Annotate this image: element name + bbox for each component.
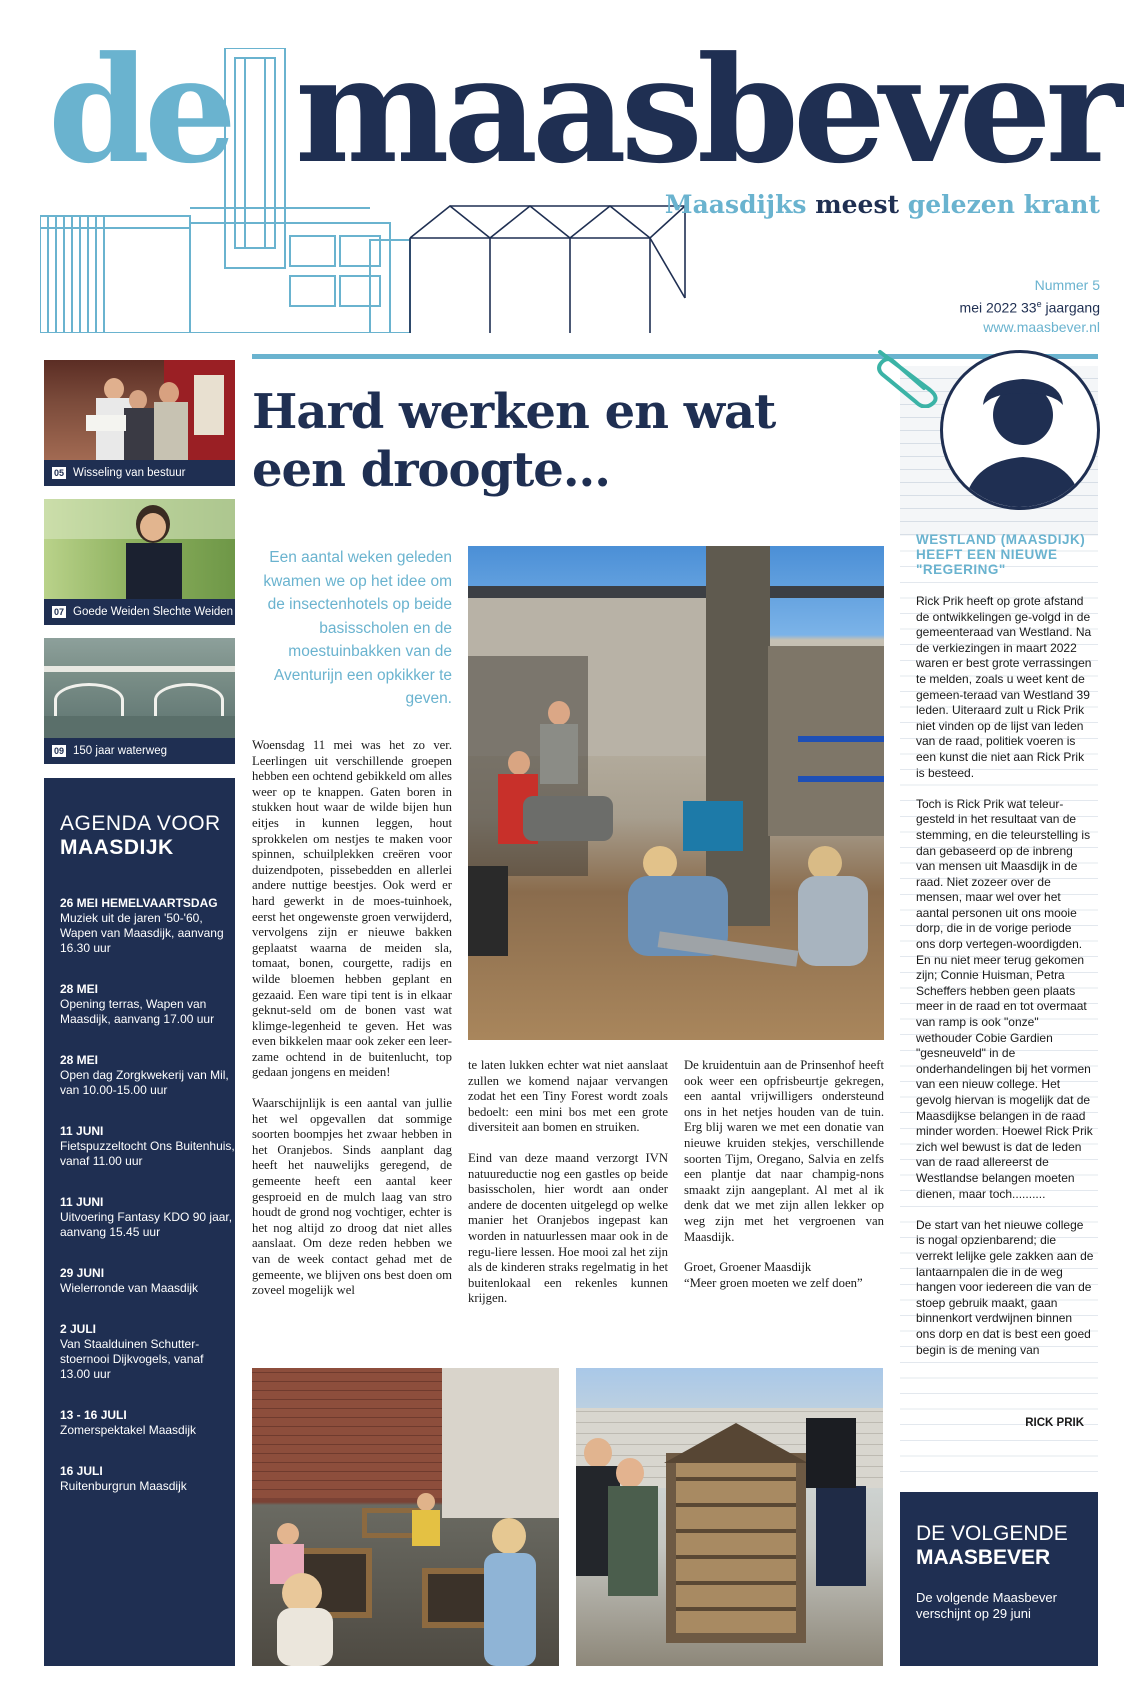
article-column-1 bbox=[252, 738, 452, 1314]
tagline-part-1: Maasdijks bbox=[664, 190, 807, 219]
article-column-3 bbox=[684, 1058, 884, 1291]
agenda-item bbox=[60, 1408, 235, 1438]
agenda-item bbox=[60, 896, 235, 956]
article-headline: Hard werken en wat een droogte... bbox=[252, 384, 776, 498]
teaser-title: 150 jaar waterweg bbox=[73, 745, 167, 757]
agenda-date: 11 JUNI bbox=[60, 1195, 104, 1209]
article-intro: Een aantal weken geleden kwamen we op het idee om de insectenhotels op beide basisscholen en de moestuinbakken van de Aventurijn een opkikker te geven. bbox=[263, 549, 452, 707]
agenda-item bbox=[60, 1053, 235, 1098]
page-number: 07 bbox=[54, 607, 65, 617]
page-number: 05 bbox=[54, 468, 65, 478]
agenda-date: 28 MEI bbox=[60, 1053, 99, 1067]
agenda-title-line2: MAASDIJK bbox=[60, 836, 174, 859]
article-top-rule bbox=[252, 354, 1098, 359]
sidebar-teaser-weiden[interactable] bbox=[44, 499, 235, 625]
article-photo-gardenbeds bbox=[252, 1368, 559, 1666]
article-paragraph: Woensdag 11 mei was het zo ver. Leerlingen uit verschillende groepen hebben een ochtend gebikkeld om alles weer op te knappen. Gaten boren in stukken hout waar de wilde bijen hun eitjes in kunnen leggen, hout sprokkelen om nestjes te maken voor spinnen, schuilplekken creëren voor duizendpoten, pissebedden en allerlei andere nuttige beestjes. Ook werd er hard gewerkt in de moes-tuinhoek, eerst het ongewenste groen verwijderd, vervolgens zijn er nieuwe bakken geplaatst waarna de meiden sla, tomaat, bonen, courgette, radijs en wilde bloemen hebben geplant en gezaaid. Een ware tipi tent is in elkaar geknut-seld om de bonen vast wat klimge-legenheid te geven. Het was even bikkelen maar ook zeker een leer-zame ochtend in de buitenlucht, top gedaan jongens en meiden! bbox=[252, 738, 452, 1080]
issue-volume: jaargang bbox=[1041, 299, 1100, 316]
agenda-text: Ruitenburgrun Maasdijk bbox=[60, 1479, 187, 1493]
columnist-avatar bbox=[940, 350, 1100, 510]
agenda-text: Open dag Zorgkwekerij van Mil, van 10.00-15.00 uur bbox=[60, 1068, 229, 1097]
issue-date-sup: e bbox=[1036, 299, 1042, 309]
agenda-date: 26 MEI HEMELVAARTSDAG bbox=[60, 896, 218, 910]
issue-info bbox=[960, 276, 1100, 337]
issue-date-text: mei 2022 33 bbox=[959, 299, 1037, 316]
agenda-date: 13 - 16 JULI bbox=[60, 1408, 127, 1422]
next-issue-text: De volgende Maasbever verschijnt op 29 juni bbox=[916, 1590, 1057, 1621]
column-paragraph: Rick Prik heeft op grote afstand de ontwikkelingen ge-volgd in de gemeenteraad van Westland. Na de verkiezingen in maart 2022 waren er best grote verrassingen te melden, zoals u weet kent de gemeen-teraad van Westland 39 leden. Uiteraard zult u Rick Prik niet vinden op de lijst van leden van de raad, politiek voeren is een kunst die niet aan Rick Prik is besteed. bbox=[916, 594, 1092, 780]
tagline-part-2: meest bbox=[806, 190, 900, 219]
agenda-item bbox=[60, 1124, 235, 1169]
agenda-date: 29 JUNI bbox=[60, 1266, 105, 1280]
tagline-part-3: gelezen krant bbox=[899, 190, 1100, 219]
issue-number: Nummer 5 bbox=[1034, 277, 1100, 293]
article-paragraph: Waarschijnlijk is een aantal van jullie het wel opgevallen dat sommige soorten boompjes het zwaar hebben in het Oranjebos. Sinds aanplant dag heeft het nauwelijks geregend, de gemeente heeft een aantal keer gesproeid en de mulch laag van stro houdt de grond nog vochtiger, echter is het nog altijd zo droog dat niet alles aanslaat. Om deze reden hebben we van de week contact gehad met de gemeente, we blijven ons best doen om zoveel mogelijk wel bbox=[252, 1096, 452, 1298]
agenda-date: 16 JULI bbox=[60, 1464, 103, 1478]
next-issue-title-line1: DE VOLGENDE bbox=[916, 1522, 1068, 1545]
article-photo-insecthotel bbox=[576, 1368, 883, 1666]
article-paragraph: Eind van deze maand verzorgt IVN natuureductie nog een gastles op beide basisscholen, hier wordt aan onder andere de docenten uitgelegd op welke manier het Oranjebos ingepast kan worden in natuurlessen maar ook in de regu-liere lessen. Hoe mooi zal het zijn als de kinderen straks regelmatig in het buitenlokaal een rekenles kunnen krijgen. bbox=[468, 1150, 668, 1306]
teaser-photo-waterweg bbox=[44, 638, 235, 738]
teaser-title: Goede Weiden Slechte Weiden bbox=[73, 606, 234, 618]
agenda-date: 2 JULI bbox=[60, 1322, 97, 1336]
sidebar-teaser-waterweg[interactable] bbox=[44, 638, 235, 764]
agenda-text: Opening terras, Wapen van Maasdijk, aanvang 17.00 uur bbox=[60, 997, 215, 1026]
issue-date bbox=[960, 295, 1100, 318]
next-issue-box bbox=[900, 1492, 1098, 1666]
agenda-text: Van Staalduinen Schutter-stoernooi Dijkvogels, vanaf 13.00 uur bbox=[60, 1337, 204, 1381]
agenda-item bbox=[60, 1195, 235, 1240]
agenda-text: Muziek uit de jaren '50-'60, Wapen van Maasdijk, aanvang 16.30 uur bbox=[60, 911, 224, 955]
teaser-caption-weiden bbox=[44, 599, 235, 625]
column-body bbox=[916, 594, 1094, 1374]
agenda-box bbox=[44, 778, 235, 1666]
teaser-photo-weiden bbox=[44, 499, 235, 599]
article-paragraph: te laten lukken echter wat niet aanslaat zullen we komend najaar vervangen zodat het een Tiny Forest wordt zoals bedoelt: een mini bos met een grote diversiteit aan bomen en struiken. bbox=[468, 1058, 668, 1135]
teaser-photo-bestuur bbox=[44, 360, 235, 460]
column-paragraph: De start van het nieuwe college is nogal opzienbarend; die verrekt lelijke gele zakken aan de lantaarnpalen die in de weg hangen voor iedereen die van de stoep gebruik maakt, gaan binnenkort verdwijnen binnen ons dorp en dat is best een goed begin is de mening van bbox=[916, 1217, 1094, 1357]
paperclip-icon bbox=[872, 338, 952, 408]
column-author: RICK PRIK bbox=[1025, 1417, 1084, 1429]
article-column-2 bbox=[468, 1058, 668, 1322]
article-signoff-2: “Meer groen moeten we zelf doen” bbox=[684, 1275, 863, 1290]
agenda-item bbox=[60, 1464, 235, 1494]
column-paragraph: Toch is Rick Prik wat teleur-gesteld in het resultaat van de stemming, en die teleurstelling is dan gebaseerd op de inbreng van mensen uit Maasdijk in de raad. Niet zozeer over de mensen, maar wel over het aantal personen uit ons mooie dorp, die in de vorige periode ons dorp vertegen-woordigden. En nu niet meer terug gekomen zijn; Connie Huisman, Petra Scheffers hebben geen plaats meer in de raad en tot overmaat van ramp is ook "onze" wethouder Cobie Gardien "gesneuveld" in de onderhandelingen bij het vormen van een nieuw college. Het gevolg hiervan is mogelijk dat de Maasdijkse belangen in de raad minder worden. Hoewel Rick Prik zich wel bewust is dat de leden van de raad allereerst de Westlandse belangen moeten dienen, maar toch.......... bbox=[916, 796, 1093, 1201]
agenda-title-line1: AGENDA VOOR bbox=[60, 812, 221, 835]
article-photo-schoolyard bbox=[468, 546, 884, 1040]
agenda-text: Fietspuzzeltocht Ons Buitenhuis, vanaf 11.00 uur bbox=[60, 1139, 235, 1168]
article-signoff-1: Groet, Groener Maasdijk bbox=[684, 1260, 812, 1275]
masthead-title: maasbever bbox=[295, 25, 1117, 196]
agenda-date: 28 MEI bbox=[60, 982, 99, 996]
column-heading: WESTLAND (MAASDIJK) HEEFT EEN NIEUWE "REGERING" bbox=[916, 532, 1086, 577]
agenda-item bbox=[60, 1266, 235, 1296]
teaser-caption-waterweg bbox=[44, 738, 235, 764]
masthead-tagline bbox=[665, 190, 1100, 219]
person-silhouette-icon bbox=[943, 353, 1100, 510]
masthead-de: de bbox=[48, 25, 231, 196]
page-number: 09 bbox=[54, 746, 65, 756]
agenda-text: Zomerspektakel Maasdijk bbox=[60, 1423, 197, 1437]
agenda-item bbox=[60, 982, 235, 1027]
sidebar-teaser-bestuur[interactable] bbox=[44, 360, 235, 486]
teaser-title: Wisseling van bestuur bbox=[73, 467, 186, 479]
agenda-text: Uitvoering Fantasy KDO 90 jaar, aanvang 15.45 uur bbox=[60, 1210, 233, 1239]
next-issue-title-line2: MAASBEVER bbox=[916, 1546, 1051, 1569]
agenda-date: 11 JUNI bbox=[60, 1124, 104, 1138]
agenda-item bbox=[60, 1322, 235, 1382]
article-paragraph: De kruidentuin aan de Prinsenhof heeft ook weer een opfrisbeurtje gekregen, een aantal vrijwilligers ondersteund ons in het netjes houden van de tuin. Erg blij waren we met een donatie van nieuwe kruiden stekjes, verschillende soorten Tijm, Oregano, Salvia en zelfs een plantje dat naar champig-nons smaakt zijn aangeplant. Al met al ik denk dat we met zijn allen lekker op weg zijn met het vergroenen van Maasdijk. bbox=[684, 1058, 884, 1244]
teaser-caption-bestuur bbox=[44, 460, 235, 486]
agenda-text: Wielerronde van Maasdijk bbox=[60, 1281, 199, 1295]
website-link[interactable]: www.maasbever.nl bbox=[983, 318, 1100, 335]
